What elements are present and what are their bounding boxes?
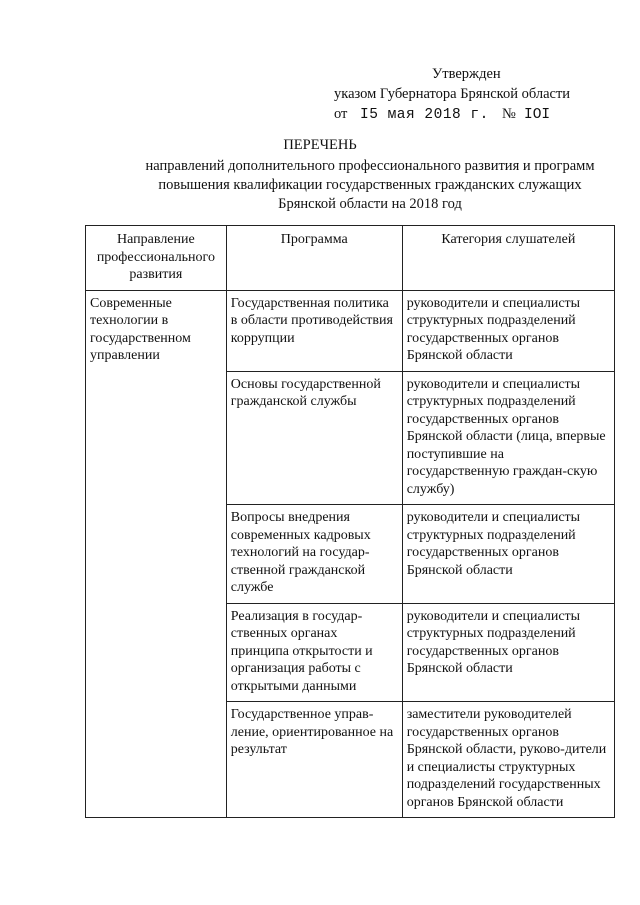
subtitle-line-3: Брянской области на 2018 год: [278, 196, 462, 212]
approval-number-sign: №: [502, 106, 516, 122]
direction-cell: Современные технологии в государственном управлении: [86, 290, 227, 818]
program-cell: Реализация в государ-ственных органах принципа открытости и организация работы с открытыми данными: [226, 603, 402, 702]
header-audience: Категория слушателей: [402, 226, 614, 291]
approval-line-decree: указом Губернатора Брянской области: [334, 86, 571, 102]
audience-cell: руководители и специалисты структурных подразделений государственных органов Брянской области: [402, 290, 614, 371]
approval-line-approved: Утвержден: [432, 66, 501, 82]
approval-block: [334, 64, 614, 125]
approval-from-label: от: [334, 106, 348, 122]
document-title: ПЕРЕЧЕНЬ: [283, 137, 357, 153]
header-program: Программа: [226, 226, 402, 291]
program-cell: Основы государственной гражданской службы: [226, 371, 402, 505]
approval-line-date: [334, 104, 614, 125]
subtitle-line-2: повышения квалификации государственных гражданских служащих: [158, 177, 582, 193]
audience-cell: руководители и специалисты структурных подразделений государственных органов Брянской области (лица, впервые поступившие на государственную граждан-скую службу): [402, 371, 614, 505]
program-cell: Государственная политика в области противодействия коррупции: [226, 290, 402, 371]
subtitle-line-1: направлений дополнительного профессионального развития и программ: [145, 158, 595, 174]
table-header-row: [86, 226, 615, 291]
audience-cell: заместители руководителей государственных органов Брянской области, руково-дители и специалисты структурных подразделений государственных органов Брянской области: [402, 702, 614, 818]
approval-date: I5 мая 2018 г.: [360, 107, 489, 123]
approval-number: IOI: [524, 107, 551, 123]
table-row: [86, 290, 615, 371]
program-cell: Вопросы внедрения современных кадровых технологий на государ-ственной гражданской службе: [226, 505, 402, 604]
document-subtitle: [120, 157, 620, 214]
audience-cell: руководители и специалисты структурных подразделений государственных органов Брянской области: [402, 505, 614, 604]
program-cell: Государственное управ-ление, ориентированное на результат: [226, 702, 402, 818]
program-table: [85, 225, 615, 818]
header-direction: Направление профессионального развития: [86, 226, 227, 291]
audience-cell: руководители и специалисты структурных подразделений государственных органов Брянской области: [402, 603, 614, 702]
